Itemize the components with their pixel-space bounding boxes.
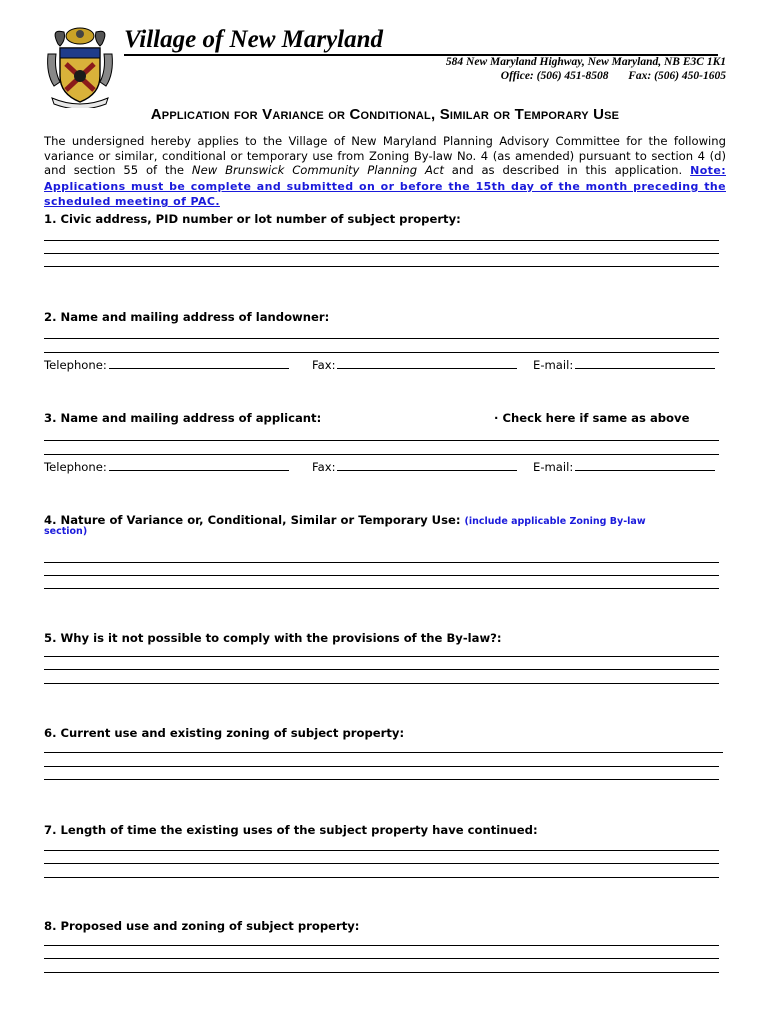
answer-line[interactable] [44, 656, 719, 657]
question-5-label: 5. Why is it not possible to comply with the provisions of the By-law?: [44, 631, 502, 645]
question-7-label: 7. Length of time the existing uses of the subject property have continued: [44, 823, 538, 837]
form-title: Application for Variance or Conditional, Similar or Temporary Use [150, 106, 620, 123]
fax-field[interactable] [312, 357, 517, 372]
answer-line[interactable] [44, 863, 719, 864]
office-phone: Office: (506) 451-8508 [500, 70, 609, 82]
email-blank[interactable] [575, 357, 715, 369]
question-4-hint-continued: section) [44, 526, 88, 537]
village-crest-logo [44, 24, 116, 108]
intro-text-after: and as described in this application. [443, 163, 691, 178]
question-1-label: 1. Civic address, PID number or lot number of subject property: [44, 212, 461, 226]
telephone-field[interactable] [44, 459, 289, 474]
same-as-above-checkbox[interactable]: · Check here if same as above [494, 411, 690, 425]
answer-line[interactable] [44, 352, 719, 353]
email-blank[interactable] [575, 459, 715, 471]
email-field[interactable] [533, 357, 715, 372]
answer-line[interactable] [44, 669, 719, 670]
fax-label: Fax: [312, 460, 336, 474]
answer-line[interactable] [44, 575, 719, 576]
fax-label: Fax: [312, 358, 336, 372]
question-4-hint: (include applicable Zoning By-law [464, 516, 646, 527]
answer-line[interactable] [44, 562, 719, 563]
answer-line[interactable] [44, 972, 719, 973]
answer-line[interactable] [44, 945, 719, 946]
fax-field[interactable] [312, 459, 517, 474]
email-label: E-mail: [533, 460, 574, 474]
question-4-label [44, 513, 646, 527]
fax-blank[interactable] [337, 357, 517, 369]
answer-line[interactable] [44, 877, 719, 878]
telephone-blank[interactable] [109, 357, 289, 369]
answer-line[interactable] [44, 440, 719, 441]
answer-line[interactable] [44, 766, 719, 767]
telephone-label: Telephone: [44, 460, 107, 474]
email-field[interactable] [533, 459, 715, 474]
answer-line[interactable] [44, 253, 719, 254]
answer-line[interactable] [44, 588, 719, 589]
municipality-address: 584 New Maryland Highway, New Maryland, NB E3C 1K1 [445, 56, 726, 68]
answer-line[interactable] [44, 266, 719, 267]
question-6-label: 6. Current use and existing zoning of subject property: [44, 726, 405, 740]
submission-note: Note: Applications must be complete and submitted on or before the 15th day of the month preceding the scheduled meeting of PAC. [44, 164, 726, 209]
answer-line[interactable] [44, 850, 719, 851]
answer-line[interactable] [44, 958, 719, 959]
question-2-label: 2. Name and mailing address of landowner: [44, 310, 330, 324]
telephone-blank[interactable] [109, 459, 289, 471]
question-4-text: 4. Nature of Variance or, Conditional, Similar or Temporary Use: [44, 513, 461, 527]
answer-line[interactable] [44, 338, 719, 339]
contact-line [501, 70, 726, 82]
telephone-field[interactable] [44, 357, 289, 372]
act-name: New Brunswick Community Planning Act [191, 163, 444, 178]
answer-line[interactable] [44, 454, 719, 455]
office-fax: Fax: (506) 450-1605 [628, 70, 726, 82]
answer-line[interactable] [44, 240, 719, 241]
answer-line[interactable] [44, 779, 719, 780]
answer-line[interactable] [44, 752, 723, 753]
intro-text: The undersigned hereby applies to the Village of New Maryland Planning Advisory Committee for the following variance or similar, conditional or temporary use from Zoning By-law No. 4 (as amended) pursuant to section 4 (d) and section 55 of the [44, 134, 726, 178]
municipality-title: Village of New Maryland [124, 26, 718, 56]
intro-paragraph [44, 134, 726, 210]
question-3-label: 3. Name and mailing address of applicant: [44, 411, 322, 425]
fax-blank[interactable] [337, 459, 517, 471]
question-8-label: 8. Proposed use and zoning of subject property: [44, 919, 360, 933]
email-label: E-mail: [533, 358, 574, 372]
answer-line[interactable] [44, 683, 719, 684]
telephone-label: Telephone: [44, 358, 107, 372]
